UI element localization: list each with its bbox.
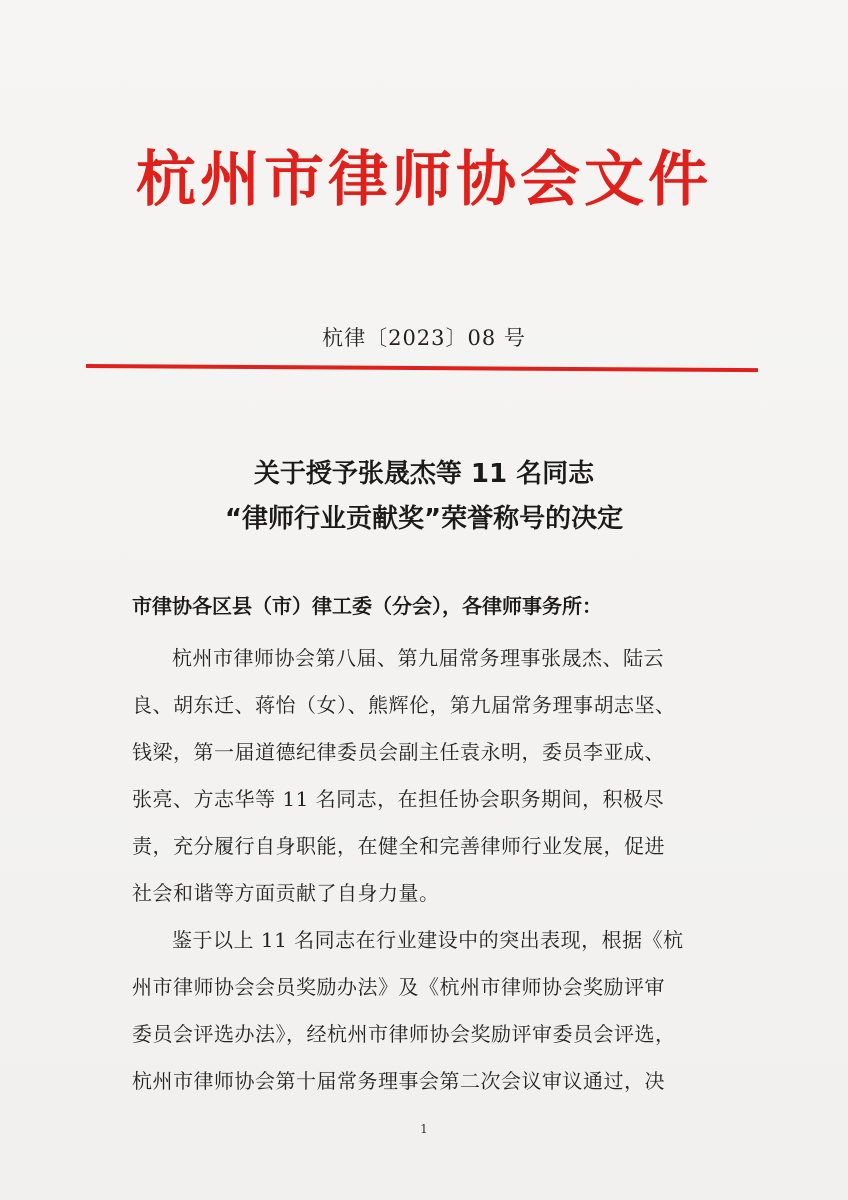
- body-line: 钱梁，第一届道德纪律委员会副主任袁永明，委员李亚成、: [132, 740, 665, 764]
- document-title: [0, 452, 848, 542]
- body-line: 杭州市律师协会第八届、第九届常务理事张晟杰、陆云: [172, 646, 664, 670]
- issuing-authority-title: 杭州市律师协会文件: [136, 145, 712, 215]
- body-line: 杭州市律师协会第十届常务理事会第二次会议审议通过，决: [132, 1069, 665, 1093]
- body-line: 良、胡东迁、蒋怡（女）、熊辉伦，第九届常务理事胡志坚、: [132, 693, 676, 717]
- document-number: 杭律〔2023〕08 号: [322, 326, 526, 350]
- red-divider-line: [86, 364, 758, 372]
- body-line: 州市律师协会会员奖励办法》及《杭州市律师协会奖励评审: [132, 975, 665, 999]
- body-line: 委员会评选办法》，经杭州市律师协会奖励评审委员会评选，: [132, 1022, 676, 1046]
- document-title-line-2: “律师行业贡献奖”荣誉称号的决定: [224, 504, 624, 534]
- body-line: 社会和谐等方面贡献了自身力量。: [132, 881, 440, 905]
- addressee: 市律协各区县（市）律工委（分会），各律师事务所：: [132, 594, 602, 618]
- body-line: 鉴于以上 11 名同志在行业建设中的突出表现，根据《杭: [172, 928, 684, 952]
- page-number: 1: [420, 1122, 428, 1136]
- document-title-line-1: 关于授予张晟杰等 11 名同志: [253, 459, 595, 489]
- body-line: 责，充分履行自身职能，在健全和完善律师行业发展，促进: [132, 834, 665, 858]
- body-line: 张亮、方志华等 11 名同志，在担任协会职务期间，积极尽: [132, 787, 665, 811]
